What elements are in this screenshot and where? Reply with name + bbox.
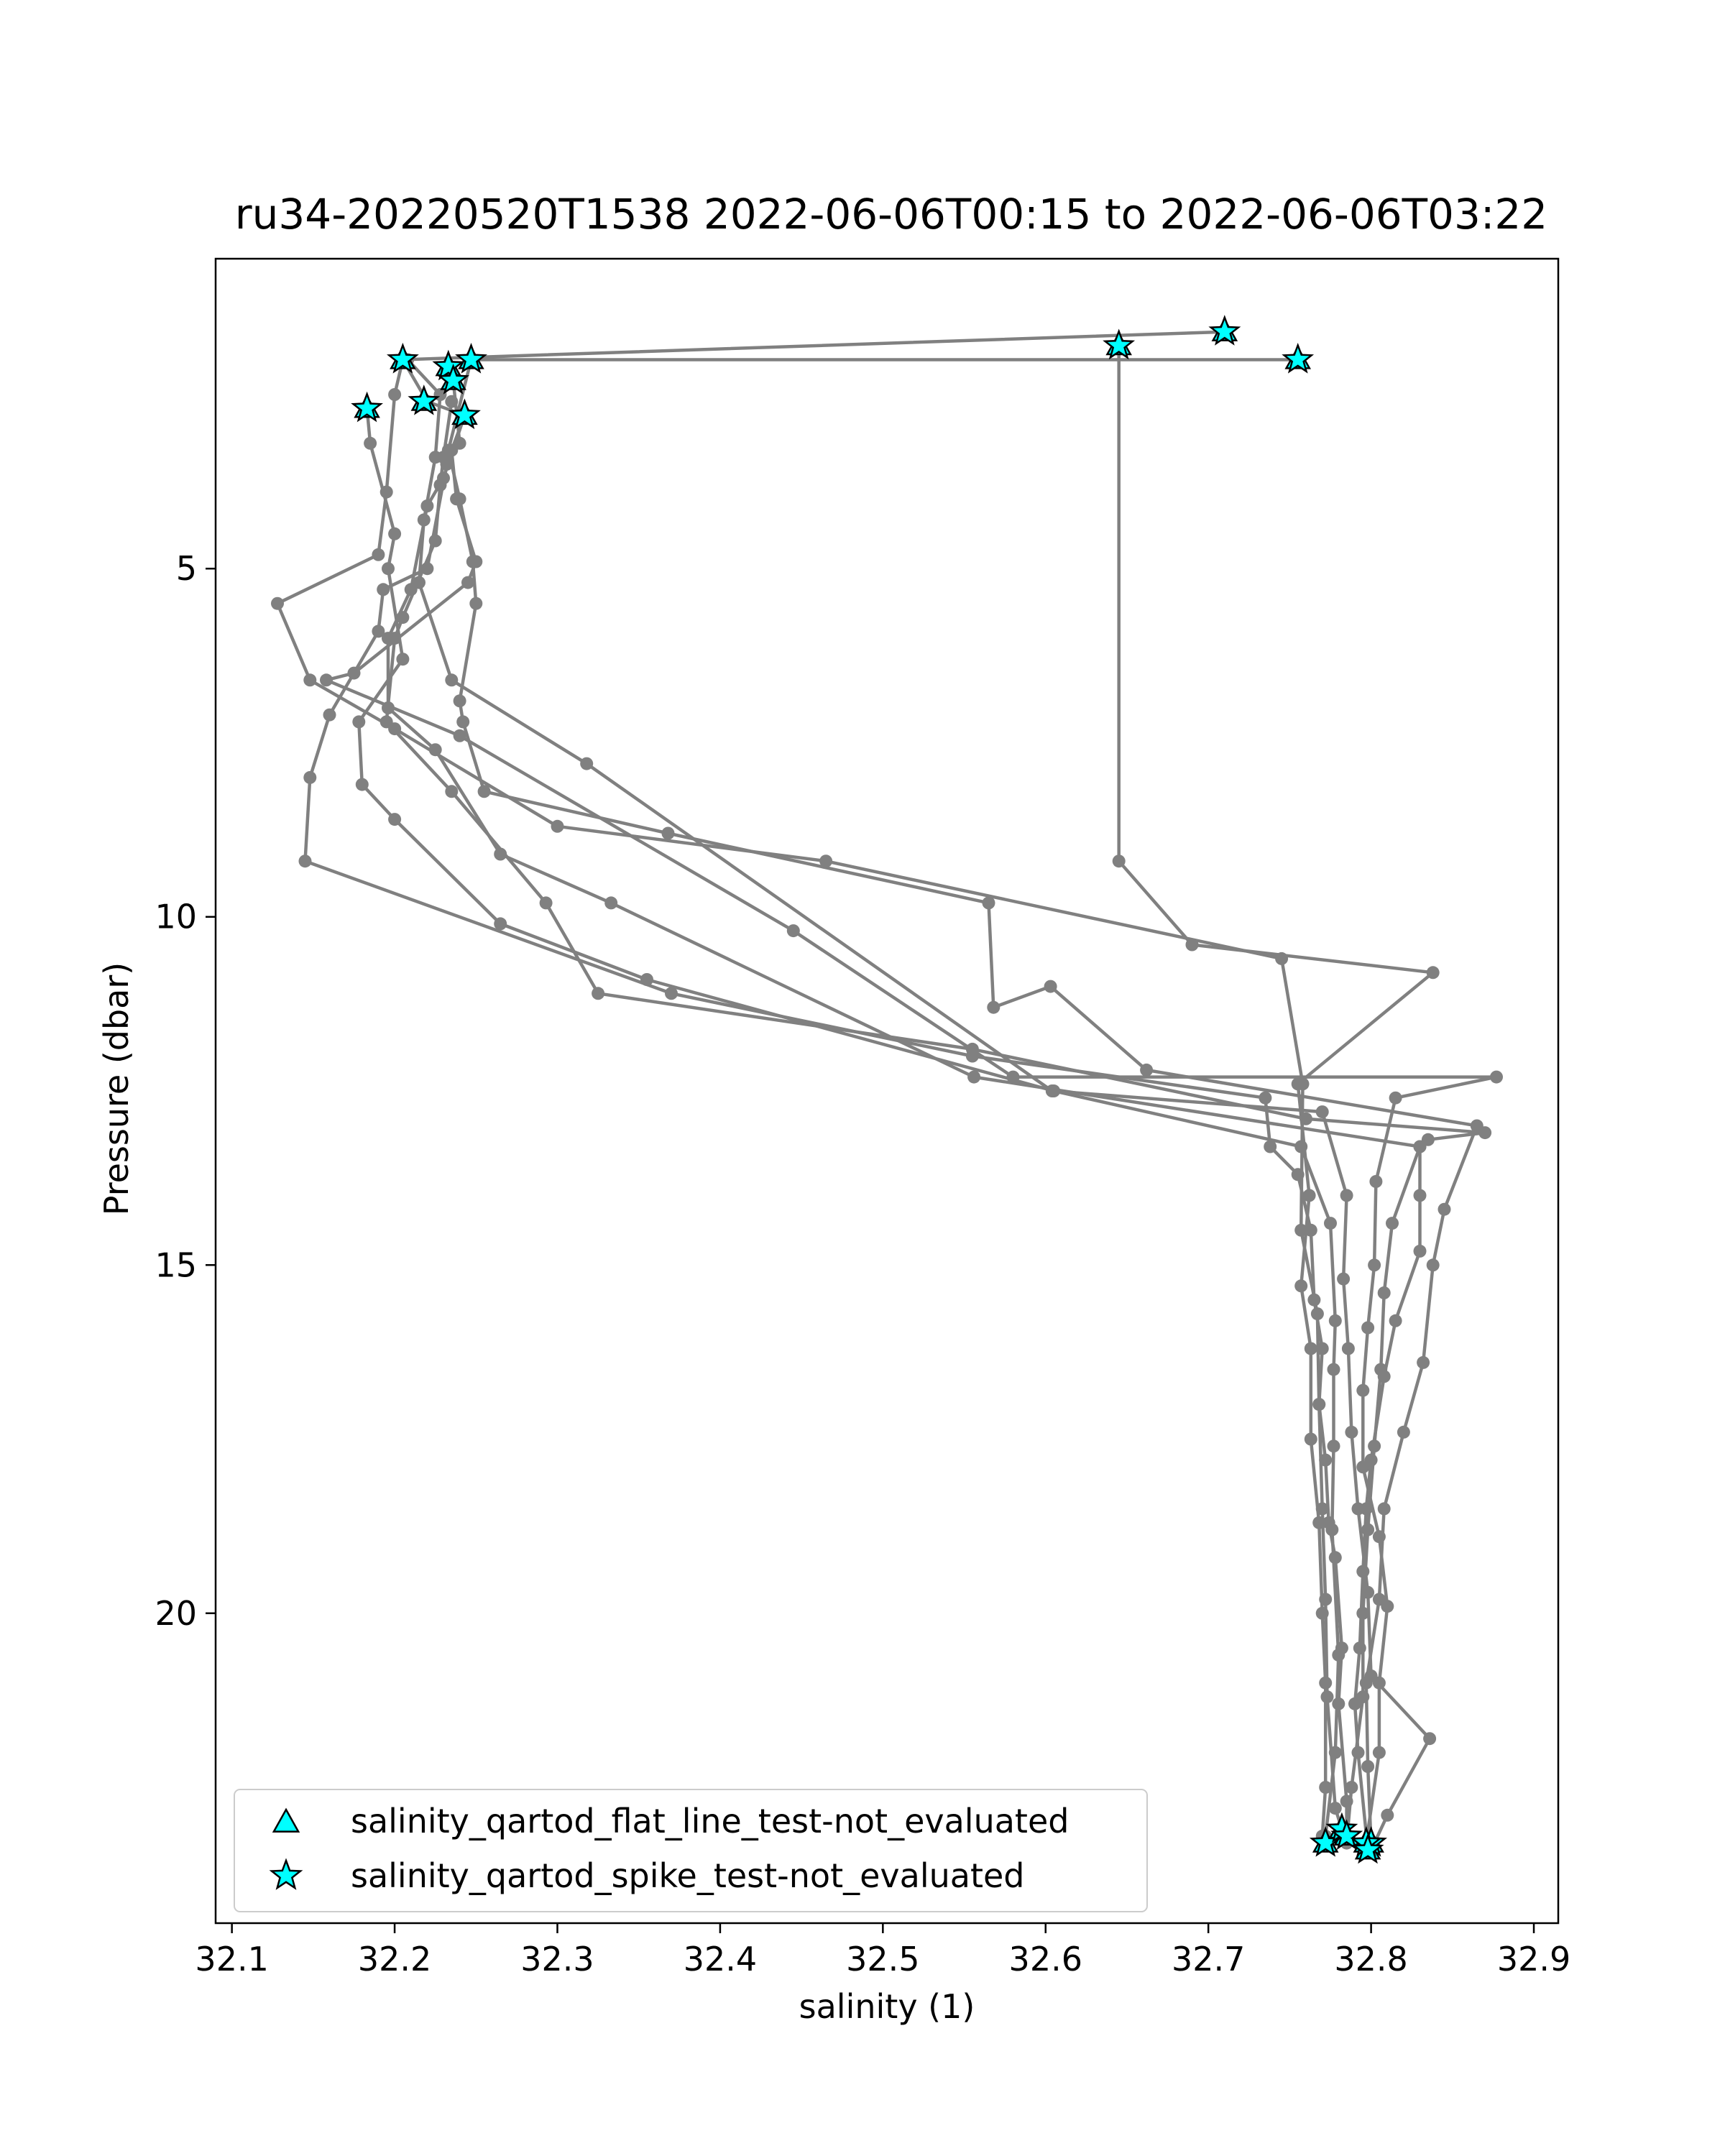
data-point bbox=[445, 785, 458, 798]
data-point bbox=[580, 757, 593, 770]
data-point bbox=[1345, 1426, 1358, 1439]
data-point bbox=[1319, 1593, 1332, 1606]
data-point bbox=[1361, 1322, 1374, 1335]
data-point bbox=[1378, 1502, 1391, 1515]
data-point bbox=[1365, 1454, 1378, 1467]
data-point bbox=[1389, 1314, 1402, 1327]
x-tick-label: 32.1 bbox=[195, 1940, 269, 1978]
data-point bbox=[356, 778, 369, 791]
data-point bbox=[1292, 1168, 1305, 1181]
data-point bbox=[1300, 1112, 1312, 1125]
data-point bbox=[1378, 1286, 1391, 1299]
data-point bbox=[1325, 1524, 1338, 1537]
data-point bbox=[592, 987, 604, 1000]
data-point bbox=[1356, 1565, 1369, 1578]
y-tick-label: 15 bbox=[155, 1245, 197, 1285]
data-point bbox=[469, 556, 482, 568]
data-point bbox=[1316, 1105, 1329, 1118]
data-point bbox=[429, 743, 442, 756]
data-point bbox=[405, 583, 418, 596]
data-point bbox=[478, 785, 491, 798]
legend bbox=[234, 1789, 1147, 1912]
data-point bbox=[983, 896, 995, 909]
data-point bbox=[1360, 1502, 1373, 1515]
data-point bbox=[1414, 1245, 1427, 1258]
data-point bbox=[494, 848, 507, 861]
data-point bbox=[271, 597, 284, 610]
data-point bbox=[1438, 1203, 1451, 1216]
data-point bbox=[1294, 1141, 1307, 1153]
chart-title: ru34-20220520T1538 2022-06-06T00:15 to 2022-06-06T03:22 bbox=[234, 190, 1548, 239]
data-point bbox=[1329, 1314, 1342, 1327]
x-tick-label: 32.3 bbox=[520, 1940, 594, 1978]
data-point bbox=[377, 583, 390, 596]
data-point bbox=[1356, 1384, 1369, 1397]
data-point bbox=[445, 673, 458, 686]
data-point bbox=[1275, 952, 1288, 965]
data-point bbox=[1328, 1363, 1340, 1376]
data-point bbox=[1340, 1189, 1353, 1202]
x-axis-label: salinity (1) bbox=[799, 1987, 975, 2026]
y-tick-label: 20 bbox=[155, 1593, 197, 1633]
data-point bbox=[966, 1050, 979, 1063]
data-point bbox=[1414, 1141, 1427, 1153]
data-point bbox=[1259, 1092, 1271, 1105]
data-point bbox=[303, 673, 316, 686]
data-point bbox=[1328, 1439, 1340, 1452]
data-point bbox=[469, 597, 482, 610]
data-point bbox=[352, 715, 365, 728]
data-point bbox=[1427, 966, 1440, 979]
data-point bbox=[1414, 1189, 1427, 1202]
y-tick-label: 10 bbox=[155, 897, 197, 936]
legend-label: salinity_qartod_spike_test-not_evaluated bbox=[351, 1856, 1025, 1895]
data-point bbox=[382, 701, 395, 714]
x-tick-label: 32.2 bbox=[357, 1940, 432, 1978]
data-point bbox=[1381, 1600, 1394, 1613]
data-point bbox=[604, 896, 617, 909]
x-tick-label: 32.4 bbox=[683, 1940, 758, 1978]
data-point bbox=[1324, 1217, 1337, 1230]
data-point bbox=[1312, 1398, 1325, 1411]
data-point bbox=[1348, 1697, 1361, 1710]
data-point bbox=[323, 709, 336, 722]
data-point bbox=[787, 924, 800, 937]
data-point bbox=[1369, 1175, 1382, 1188]
data-point bbox=[388, 528, 401, 540]
data-point bbox=[1386, 1217, 1399, 1230]
data-point bbox=[551, 820, 564, 833]
data-point bbox=[1305, 1342, 1317, 1355]
data-point bbox=[454, 694, 466, 707]
data-point bbox=[454, 729, 466, 742]
data-point bbox=[1113, 854, 1126, 867]
data-point bbox=[1373, 1746, 1386, 1759]
data-point bbox=[1478, 1126, 1491, 1139]
x-tick-label: 32.6 bbox=[1008, 1940, 1082, 1978]
data-point bbox=[420, 562, 433, 575]
data-point bbox=[1140, 1064, 1153, 1077]
data-point bbox=[382, 632, 395, 645]
data-point bbox=[420, 499, 433, 512]
data-point bbox=[1307, 1294, 1320, 1307]
data-point bbox=[388, 388, 401, 401]
data-point bbox=[1297, 1077, 1310, 1090]
data-point bbox=[1368, 1258, 1381, 1271]
data-point bbox=[382, 562, 395, 575]
data-point bbox=[1337, 1273, 1350, 1286]
data-point bbox=[1490, 1071, 1503, 1084]
data-point bbox=[320, 673, 333, 686]
x-tick-label: 32.8 bbox=[1334, 1940, 1408, 1978]
data-point bbox=[1397, 1426, 1410, 1439]
data-point bbox=[380, 715, 393, 728]
data-point bbox=[1316, 1342, 1329, 1355]
data-point bbox=[1378, 1370, 1391, 1383]
data-point bbox=[967, 1071, 980, 1084]
data-point bbox=[1332, 1649, 1345, 1662]
data-point bbox=[1417, 1356, 1430, 1369]
data-point bbox=[456, 715, 469, 728]
data-point bbox=[1427, 1258, 1440, 1271]
data-point bbox=[1373, 1677, 1386, 1690]
data-point bbox=[1329, 1746, 1342, 1759]
data-point bbox=[1305, 1433, 1317, 1446]
x-tick-label: 32.9 bbox=[1496, 1940, 1571, 1978]
data-point bbox=[1381, 1809, 1394, 1822]
data-point bbox=[396, 653, 409, 665]
data-point bbox=[1044, 980, 1057, 993]
x-tick-label: 32.5 bbox=[846, 1940, 920, 1978]
data-point bbox=[461, 576, 474, 589]
data-point bbox=[1361, 1760, 1374, 1773]
data-point bbox=[987, 1001, 1000, 1014]
data-point bbox=[388, 813, 401, 826]
data-point bbox=[437, 471, 450, 484]
data-point bbox=[1352, 1746, 1365, 1759]
data-point bbox=[494, 917, 507, 930]
y-axis-label: Pressure (dbar) bbox=[97, 962, 136, 1216]
data-point bbox=[1294, 1279, 1307, 1292]
data-point bbox=[364, 437, 377, 450]
data-point bbox=[450, 492, 463, 505]
data-point bbox=[303, 771, 316, 784]
data-point bbox=[1319, 1454, 1332, 1467]
y-tick-label: 5 bbox=[175, 549, 197, 589]
data-point bbox=[1342, 1342, 1355, 1355]
data-point bbox=[1373, 1530, 1386, 1543]
data-point bbox=[299, 854, 312, 867]
data-point bbox=[1353, 1641, 1366, 1654]
data-point bbox=[1305, 1224, 1317, 1237]
data-point bbox=[662, 827, 675, 840]
data-point bbox=[372, 548, 385, 561]
data-point bbox=[1340, 1795, 1353, 1807]
data-point bbox=[1321, 1690, 1334, 1703]
data-point bbox=[640, 973, 653, 986]
data-point bbox=[1389, 1092, 1402, 1105]
x-tick-label: 32.7 bbox=[1171, 1940, 1246, 1978]
legend-label: salinity_qartod_flat_line_test-not_evaluated bbox=[351, 1802, 1070, 1841]
data-point bbox=[540, 896, 553, 909]
data-point bbox=[1423, 1732, 1436, 1745]
